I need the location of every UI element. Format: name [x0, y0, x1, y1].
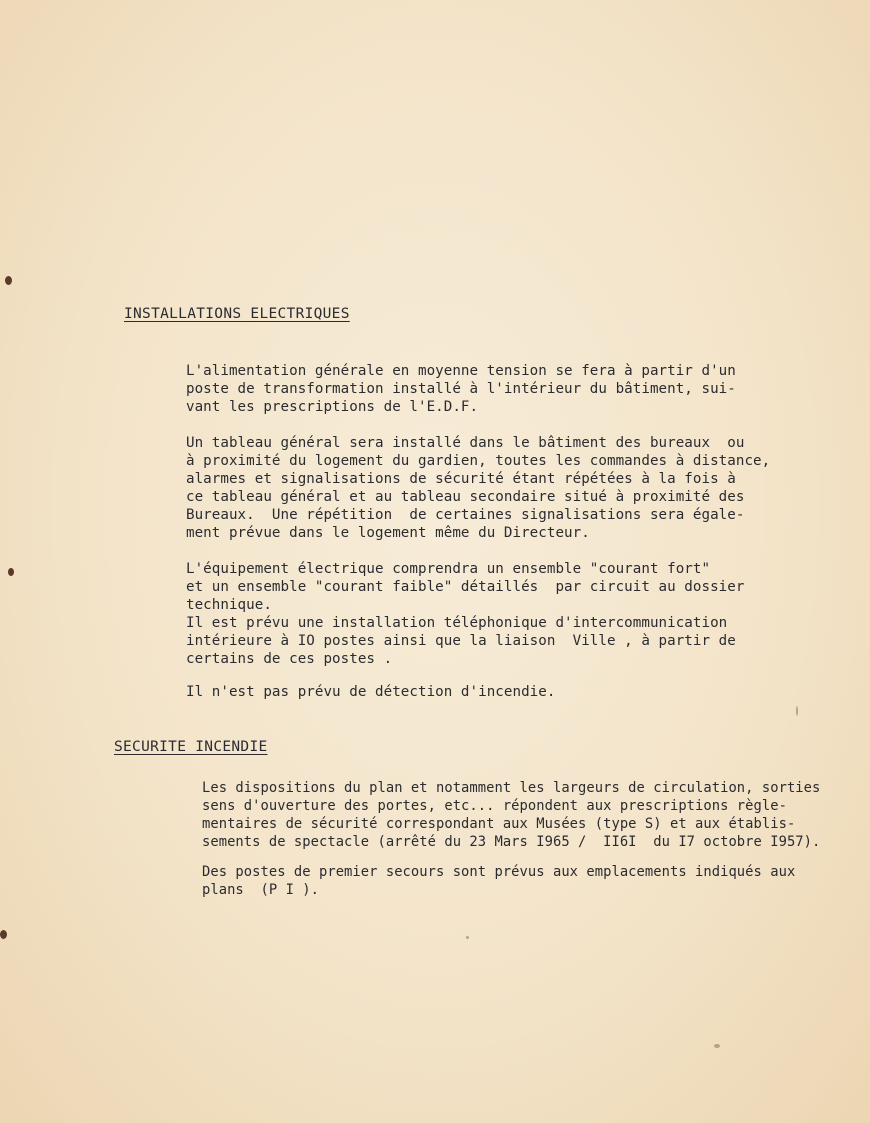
paper-speck [714, 1044, 720, 1048]
section-heading-electrical: INSTALLATIONS ELECTRIQUES [124, 306, 350, 322]
paragraph-power-supply: L'alimentation générale en moyenne tension se fera à partir d'un poste de transformation installé à l'intérieur du bâtiment, sui- vant les prescriptions de l'E.D.F. [186, 363, 736, 415]
paragraph-fire-detection: Il n'est pas prévu de détection d'incendie. [186, 684, 556, 700]
paragraph-general-panel: Un tableau général sera installé dans le bâtiment des bureaux ou à proximité du logement du gardien, toutes les commandes à distance, alarmes et signalisations de sécurité étant répétées à la fois à ce tableau général et au tableau secondaire situé à proximité des Bureaux. Une répétition de certaines signalisations sera égale- ment prévue dans le logement même du Directeur. [186, 435, 771, 541]
paper-speck [466, 936, 469, 939]
paper-speck [796, 706, 798, 716]
paragraph-fire-regulations: Les dispositions du plan et notamment les largeurs de circulation, sorties sens d'ouverture des portes, etc... répondent aux prescriptions règle- mentaires de sécurité correspondant aux Musées (type S) et aux établis- sements de spectacle (arrêté du 23 Mars I965 / II6I du I7 octobre I957). [202, 780, 821, 850]
paragraph-first-aid-posts: Des postes de premier secours sont prévus aux emplacements indiqués aux plans (P I ). [202, 864, 796, 898]
punch-hole-middle [8, 568, 14, 576]
section-heading-fire-safety: SECURITE INCENDIE [114, 739, 268, 755]
paragraph-electrical-equipment: L'équipement électrique comprendra un ensemble "courant fort" et un ensemble "courant faible" détaillés par circuit au dossier technique. Il est prévu une installation téléphonique d'intercommunication intérieure à IO postes ainsi que la liaison Ville , à partir de certains de ces postes . [186, 561, 745, 667]
punch-hole-bottom [0, 930, 7, 939]
punch-hole-top [5, 276, 12, 285]
